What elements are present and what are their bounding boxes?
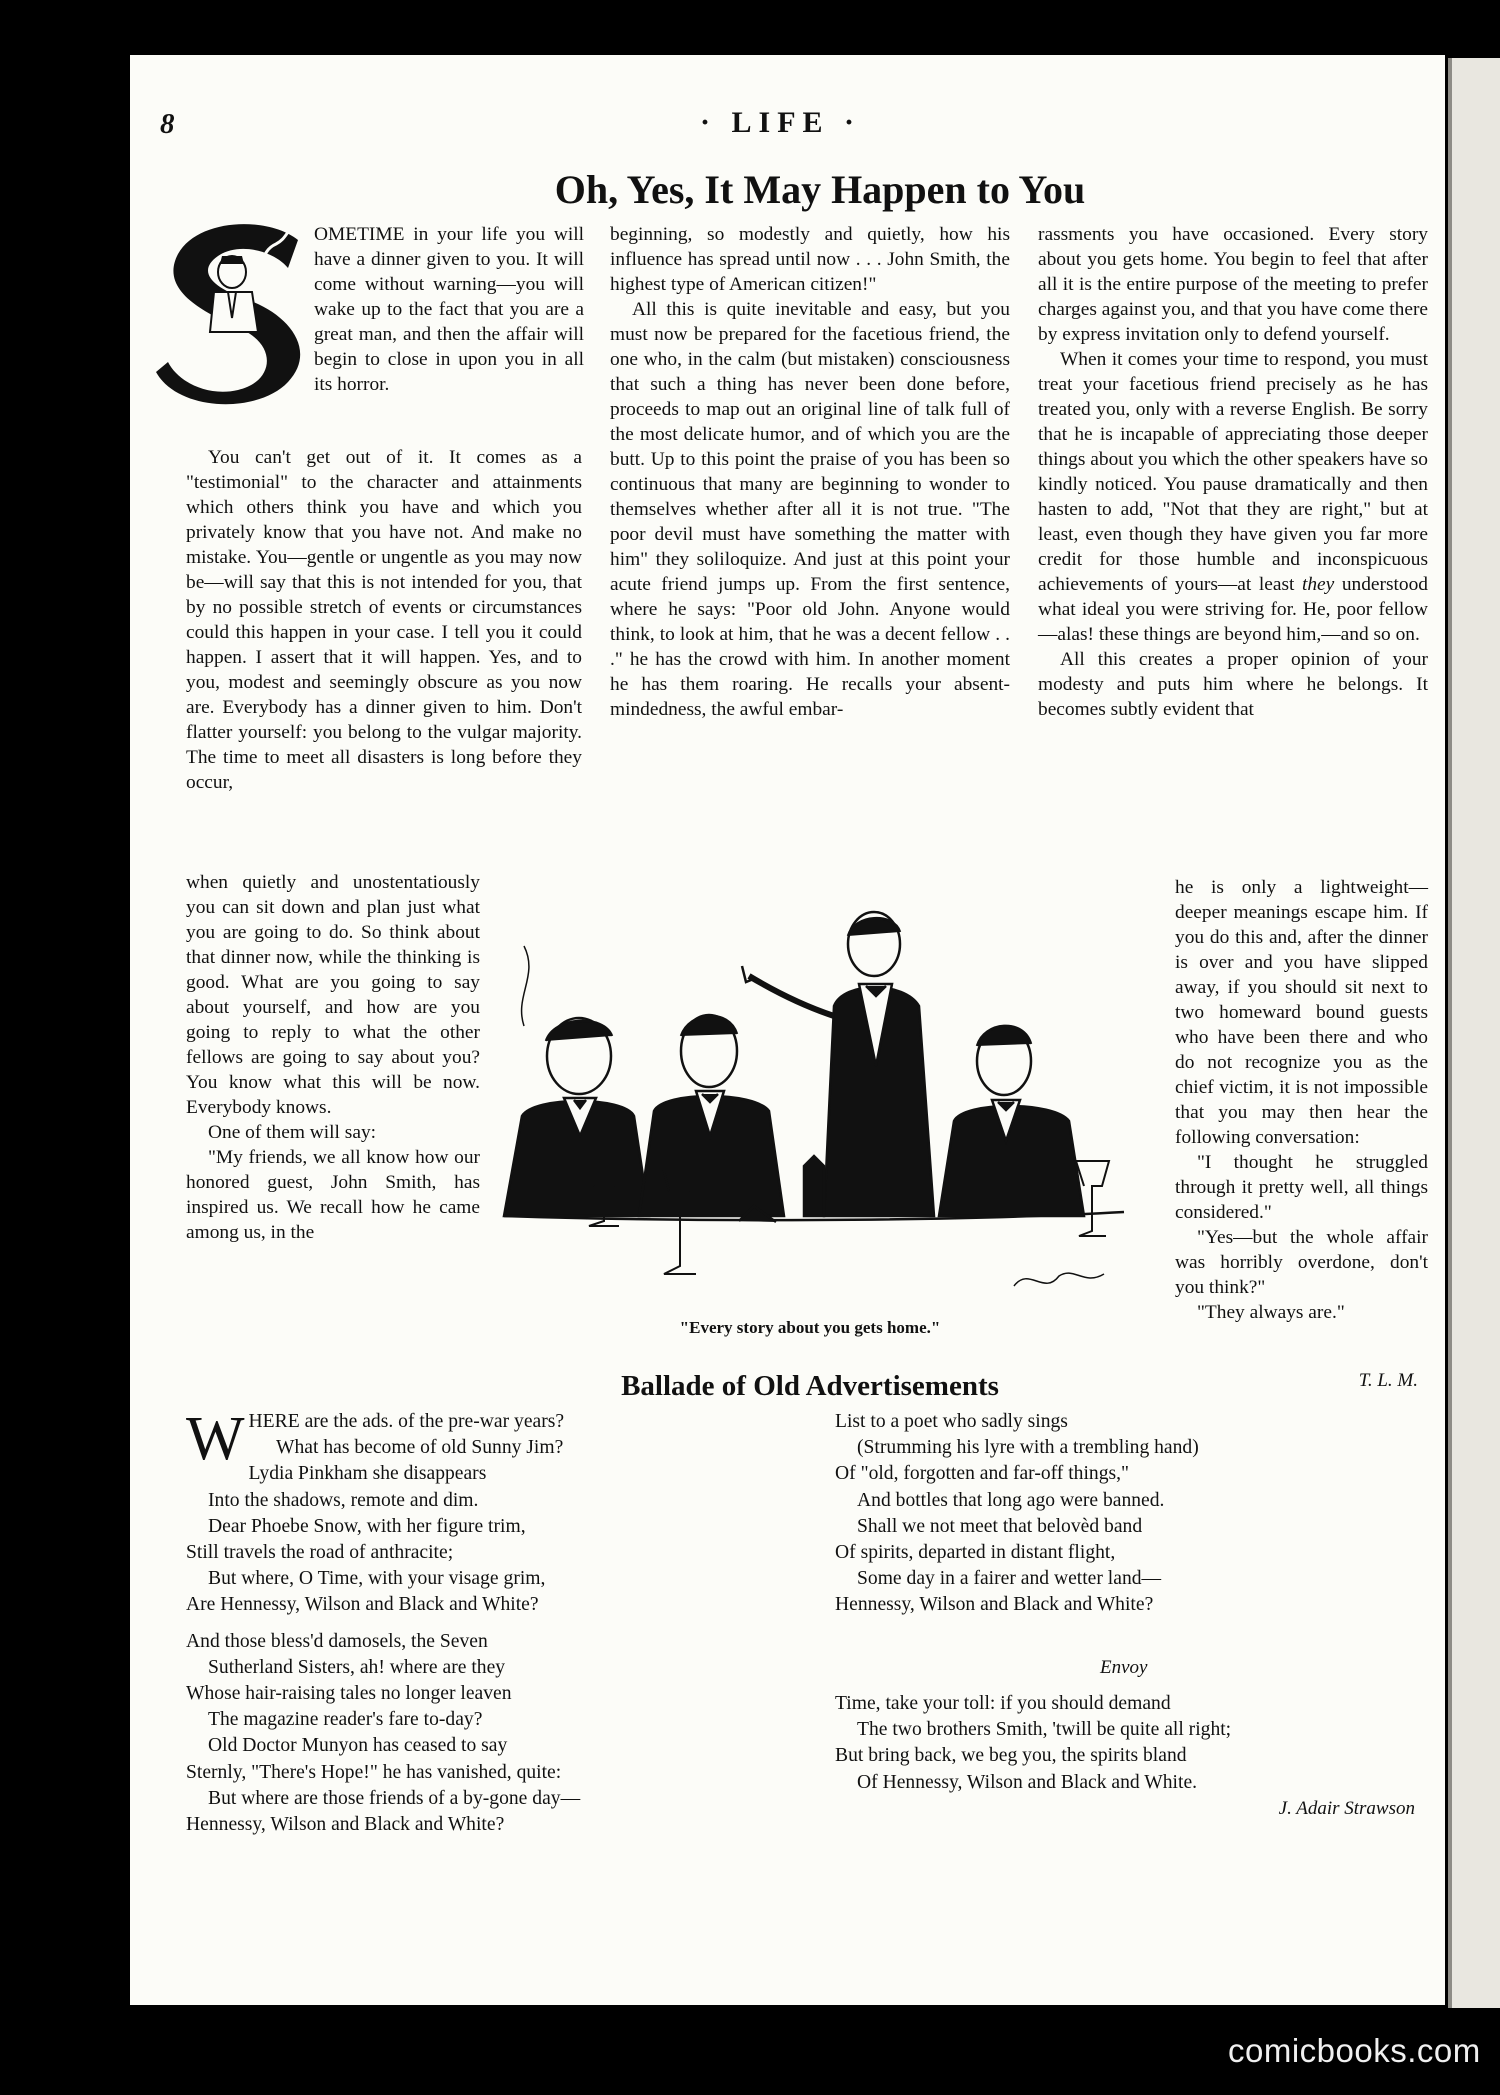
poem-line: Sternly, "There's Hope!" he has vanished, quite:	[186, 1761, 562, 1783]
poem-signature: J. Adair Strawson	[1278, 1798, 1415, 1819]
article-paragraph: All this creates a proper opinion of your modesty and puts him where he belongs. It becomes subtly evident that	[1038, 649, 1428, 720]
poem-line: But where are those friends of a by-gone day—	[208, 1787, 581, 1809]
poem-line: Shall we not meet that belovèd band	[857, 1515, 1143, 1537]
poem-line: List to a poet who sadly sings	[835, 1411, 1068, 1432]
poem-line: Are Hennessy, Wilson and Black and White?	[186, 1594, 539, 1616]
poem-line: What has become of old Sunny Jim?	[276, 1437, 564, 1459]
poem-line: And those bless'd damosels, the Seven	[186, 1630, 488, 1652]
poem-envoy	[835, 1691, 1415, 1796]
adjacent-page-edge	[1448, 58, 1500, 2008]
site-watermark: comicbooks.com	[1228, 2032, 1481, 2069]
article-paragraph: rassments you have occasioned. Every story about you gets home. You begin to feel that after all it is the entire purpose of the meeting to prefer charges against you, and that you have come there by express invitation only to defend yourself.	[1038, 224, 1429, 345]
poem-line: (Strumming his lyre with a trembling hand)	[857, 1437, 1199, 1459]
poem-line: HERE are the ads. of the pre-war years?	[248, 1411, 565, 1432]
dropcap-s-illustration	[148, 222, 318, 412]
poem-line: Still travels the road of anthracite;	[186, 1542, 454, 1564]
article-col1-body	[186, 445, 582, 795]
article-title: Oh, Yes, It May Happen to You	[554, 167, 1086, 212]
poem-envoy-lines	[835, 1691, 1415, 1796]
guest-figure-center-left	[639, 1015, 784, 1216]
poem-stanza-2	[186, 1629, 746, 1839]
dinner-illustration	[484, 886, 1148, 1326]
poem-line: Dear Phoebe Snow, with her figure trim,	[208, 1515, 526, 1537]
poem-line: Hennessy, Wilson and Black and White?	[186, 1814, 505, 1836]
poem-line: Time, take your toll: if you should demand	[835, 1693, 1171, 1714]
poem-line: Hennessy, Wilson and Black and White?	[835, 1594, 1154, 1616]
article-paragraph: One of them will say:	[208, 1122, 377, 1143]
poem-line: Of spirits, departed in distant flight,	[835, 1542, 1116, 1564]
article-signature: T. L. M.	[1358, 1370, 1418, 1391]
poem-line: Some day in a fairer and wetter land—	[857, 1568, 1162, 1590]
article-paragraph: "My friends, we all know how our honored guest, John Smith, has inspired us. We recall how he came among us, in the	[186, 1147, 480, 1243]
article-col1-intro	[314, 222, 584, 397]
article-paragraph: when quietly and unostentatiously you can sit down and plan just what you are going to do. So think about that dinner now, while the thinking is good. What are you going to say about yourself, and how are you going to reply to what the other fellows are going to say about you? You know what this will be now. Everybody knows.	[186, 872, 480, 1118]
article-paragraph: "I thought he struggled through it pretty well, all things considered."	[1175, 1152, 1428, 1223]
guest-figure-left	[504, 946, 649, 1216]
article-paragraph: OMETIME in your life you will have a dinner given to you. It will come without warning—you will wake up to the fact that you are a great man, and then the affair will begin to close in upon you in all its horror.	[314, 224, 584, 395]
poem-line: The magazine reader's fare to-day?	[208, 1709, 483, 1731]
poem-line: Lydia Pinkham she disappears	[248, 1463, 487, 1485]
poem-line: Into the shadows, remote and dim.	[208, 1489, 479, 1511]
envoy-heading: Envoy	[1100, 1657, 1148, 1678]
article-paragraph: "They always are."	[1197, 1302, 1345, 1323]
article-paragraph: You can't get out of it. It comes as a "testimonial" to the character and attainments which others think you have and which you privately know that you have not. And make no mistake. You—gentle or ungentle as you may now be—will say that this is not intended for you, that by no possible stretch of events or circumstances could this happen in your case. I tell you it could happen. I assert that it will happen. Yes, and to you, modest and seemingly obscure as you now are. Everybody has a dinner given to him. Don't flatter yourself: you belong to the vulgar majority. The time to meet all disasters is long before they occur,	[186, 447, 582, 793]
article-col3-wrap	[1175, 875, 1428, 1325]
illustration-caption: "Every story about you gets home."	[679, 1318, 941, 1337]
article-paragraph: "Yes—but the whole affair was horribly overdone, don't you think?"	[1175, 1227, 1428, 1298]
poem-line: Of "old, forgotten and far-off things,"	[835, 1463, 1130, 1485]
article-paragraph: he is only a lightweight—deeper meanings escape him. If you do this and, after the dinner is over and you have slipped away, if you should sit next to two homeward bound guests who have been there and who do not recognize you as the chief victim, it is not impossible that you may then hear the following conversation:	[1175, 877, 1428, 1148]
page-number: 8	[160, 108, 175, 140]
running-title: · LIFE ·	[700, 106, 862, 139]
poem-left-column	[186, 1405, 746, 1838]
poem-line: And bottles that long ago were banned.	[857, 1489, 1165, 1511]
poem-line: But where, O Time, with your visage grim,	[208, 1568, 546, 1590]
article-col3	[1038, 222, 1428, 722]
poem-line: Of Hennessy, Wilson and Black and White.	[857, 1771, 1198, 1793]
guest-figure-right	[939, 1026, 1084, 1216]
poem-line: Old Doctor Munyon has ceased to say	[208, 1735, 508, 1757]
article-paragraph: beginning, so modestly and quietly, how his influence has spread until now . . . John Smith, the highest type of American citizen!"	[610, 224, 1010, 295]
poem-line: Sutherland Sisters, ah! where are they	[208, 1656, 506, 1678]
poem-line: Whose hair-raising tales no longer leaven	[186, 1683, 512, 1705]
article-paragraph: All this is quite inevitable and easy, but you must now be prepared for the facetious friend, the one who, in the calm (but mistaken) consciousness that such a thing has never been done before, proceeds to map out an original line of talk full of the most delicate humor, and of which you are the butt. Up to this point the praise of you has been so continuous that many are beginning to wonder to themselves whether after all it is not true. "The poor devil must have something the matter with him" they soliloquize. And just at this point your acute friend jumps up. From the first sentence, where he says: "Poor old John. Anyone would think, to look at him, that he was a decent fellow . . ." he has the crowd with him. In another moment he has them roaring. He recalls your absent-mindedness, the awful embar-	[610, 299, 1010, 720]
article-col1-wrap	[186, 870, 480, 1245]
article-col2	[610, 222, 1010, 722]
poem-stanza-1	[186, 1405, 746, 1619]
poem-right-column	[835, 1409, 1415, 1619]
poem-line: The two brothers Smith, 'twill be quite all right;	[857, 1719, 1232, 1741]
poem-title: Ballade of Old Advertisements	[621, 1370, 999, 1402]
poem-stanza-3	[835, 1409, 1415, 1619]
article-paragraph: When it comes your time to respond, you must treat your facetious friend precisely as he has treated you, only with a reverse English. Be sorry that he is incapable of appreciating those deeper things about you which the other speakers have so kindly noticed. You pause dramatically and then hasten to add, "Not that they are right," but at least, even though they have given you far more credit for those humble and inconspicuous achievements of yours—at least they understood what ideal you were striving for. He, poor fellow—alas! these things are beyond him,—and so on.	[1038, 349, 1428, 645]
poem-line: But bring back, we beg you, the spirits bland	[835, 1745, 1187, 1767]
poem-dropcap: W	[186, 1405, 245, 1473]
